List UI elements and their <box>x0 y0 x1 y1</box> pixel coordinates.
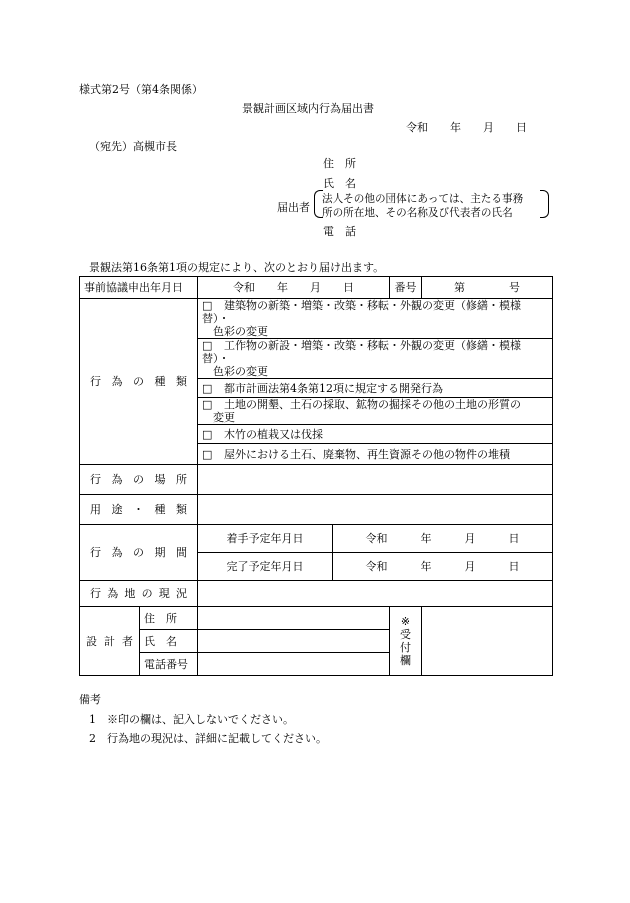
location-label: 行為の場所 <box>80 465 198 495</box>
right-bracket <box>540 190 549 218</box>
notifier-name-label: 氏 名 <box>323 177 356 190</box>
designer-name-label: 氏 名 <box>140 630 198 653</box>
intro-text: 景観法第16条第1項の規定により、次のとおり届け出ます。 <box>89 261 385 274</box>
consult-date-value[interactable]: 令和 年 月 日 <box>198 277 390 299</box>
designer-address-value[interactable] <box>198 607 390 630</box>
number-value[interactable]: 第 号 <box>422 277 553 299</box>
action-type-trees[interactable]: □ 木竹の植栽又は伐採 <box>198 425 553 444</box>
designer-phone-label: 電話番号 <box>140 653 198 676</box>
site-label: 行為地の現況 <box>80 581 198 607</box>
action-type-building[interactable]: □ 建築物の新築・増築・改築・移転・外観の変更（修繕・模様替）・ 色彩の変更 <box>198 299 553 339</box>
action-type-land[interactable]: □ 土地の開墾、土石の採取、鉱物の掘採その他の土地の形質の 変更 <box>198 398 553 425</box>
form-title: 景観計画区域内行為届出書 <box>242 102 374 115</box>
designer-phone-value[interactable] <box>198 653 390 676</box>
notification-form-table <box>79 276 553 676</box>
reception-value <box>422 607 553 676</box>
consult-date-label: 事前協議申出年月日 <box>80 277 198 299</box>
corp-note-line2: 所の所在地、その名称及び代表者の氏名 <box>322 207 513 219</box>
designer-label: 設計者 <box>80 607 140 676</box>
action-type-storage[interactable]: □ 屋外における土石、廃棄物、再生資源その他の物件の堆積 <box>198 444 553 465</box>
note-item: 2 行為地の現況は、詳細に記載してください。 <box>89 732 327 745</box>
action-type-development[interactable]: □ 都市計画法第4条第12項に規定する開発行為 <box>198 379 553 398</box>
checkbox-icon: □ <box>202 299 213 312</box>
designer-name-value[interactable] <box>198 630 390 653</box>
checkbox-icon: □ <box>202 398 213 411</box>
notes-heading: 備考 <box>79 693 101 706</box>
addressee: （宛先）高槻市長 <box>89 140 177 153</box>
notifier-phone-label: 電 話 <box>323 225 356 238</box>
checkbox-icon: □ <box>202 447 213 461</box>
start-date-value[interactable]: 令和 年 月 日 <box>333 525 553 553</box>
site-value[interactable] <box>198 581 553 607</box>
end-date-label: 完了予定年月日 <box>198 553 333 581</box>
notifier-label: 届出者 <box>277 201 310 214</box>
form-number: 様式第2号（第4条関係） <box>79 83 203 96</box>
end-date-value[interactable]: 令和 年 月 日 <box>333 553 553 581</box>
checkbox-icon: □ <box>202 339 213 352</box>
reception-mark: ※ <box>400 615 411 628</box>
reception-label: ※ 受付欄 <box>390 607 422 676</box>
number-label: 番号 <box>390 277 422 299</box>
submission-date: 令和 年 月 日 <box>406 121 527 134</box>
action-type-structure[interactable]: □ 工作物の新設・増築・改築・移転・外観の変更（修繕・模様替）・ 色彩の変更 <box>198 339 553 379</box>
notifier-address-label: 住 所 <box>323 157 356 170</box>
checkbox-icon: □ <box>202 427 213 441</box>
action-type-label: 行為の種類 <box>80 299 198 465</box>
use-value[interactable] <box>198 495 553 525</box>
period-label: 行為の期間 <box>80 525 198 581</box>
location-value[interactable] <box>198 465 553 495</box>
use-label: 用途・種類 <box>80 495 198 525</box>
designer-address-label: 住 所 <box>140 607 198 630</box>
note-item: 1 ※印の欄は、記入しないでください。 <box>89 713 294 726</box>
corp-note-line1: 法人その他の団体にあっては、主たる事務 <box>322 193 524 205</box>
start-date-label: 着手予定年月日 <box>198 525 333 553</box>
checkbox-icon: □ <box>202 381 213 395</box>
